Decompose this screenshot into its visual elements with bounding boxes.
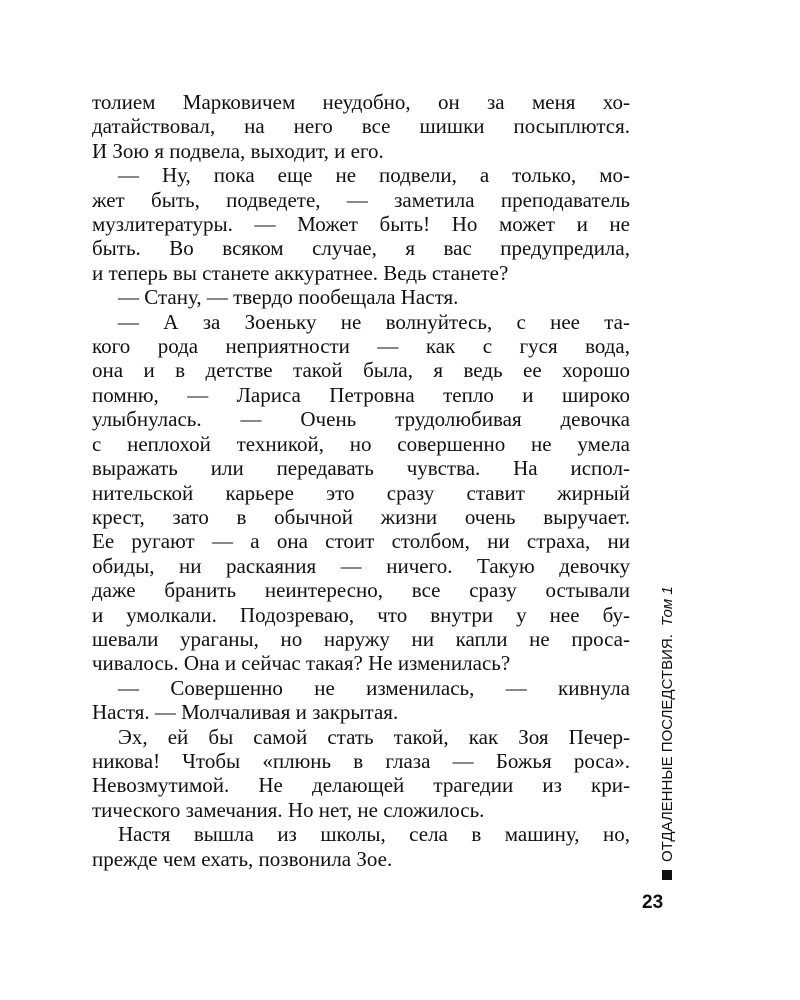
text-line: И Зою я подвела, выходит, и его. [92,138,384,163]
text-line: нительской карьере это сразу ставит жирный [92,480,630,505]
text-line: музлитературы. — Может быть! Но может и не [92,212,630,237]
text-line: никова! Чтобы «плюнь в глаза — Божья роса». [92,748,630,773]
page-number: 23 [642,892,664,913]
text-line: шевали ураганы, но наружу ни капли не проса- [92,626,630,651]
text-line: улыбнулась. — Очень трудолюбивая девочка [92,407,630,432]
text-line: Эх, ей бы самой стать такой, как Зоя Печер- [118,724,630,749]
text-line: прежде чем ехать, позвонила Зое. [92,846,393,871]
text-line: и теперь вы станете аккуратнее. Ведь станете? [92,260,509,285]
text-line: даже бранить неинтересно, все сразу остывали [92,578,630,603]
text-line: жет быть, подведете, — заметила преподаватель [92,187,630,212]
text-line: с неплохой техникой, но совершенно не умела [92,431,630,456]
text-line: тического замечания. Но нет, не сложилось. [92,797,485,822]
text-line: Невозмутимой. Не делающей трагедии из кри- [92,773,630,798]
text-line: — Стану, — твердо пообещала Настя. [118,285,459,310]
text-line: — А за Зоеньку не волнуйтесь, с нее та- [118,309,630,334]
text-line: быть. Во всяком случае, я вас предупредила, [92,236,630,261]
running-title [652,550,682,880]
text-line: обиды, ни раскаяния — ничего. Такую девочку [92,553,630,578]
text-line: чивалось. Она и сейчас такая? Не изменилась? [92,651,511,676]
text-line: Ее ругают — а она стоит столбом, ни страха, ни [92,529,630,554]
text-line: помню, — Лариса Петровна тепло и широко [92,382,630,407]
square-bullet-icon [662,870,672,880]
body-text [92,90,630,871]
text-line: — Ну, пока еще не подвели, а только, мо- [118,163,630,188]
running-title-volume: Том 1 [658,586,676,627]
text-line: крест, зато в обычной жизни очень выручает. [92,504,630,529]
text-line: — Совершенно не изменилась, — кивнула [118,675,630,700]
text-line: Настя вышла из школы, села в машину, но, [118,822,630,847]
text-line: и умолкали. Подозреваю, что внутри у нее бу- [92,602,630,627]
running-title-text: ОТДАЛЕННЫЕ ПОСЛЕДСТВИЯ. [658,634,676,862]
text-line: датайствовал, на него все шишки посыплются. [92,114,630,139]
text-line: кого рода неприятности — как с гуся вода, [92,334,630,359]
text-line: выражать или передавать чувства. На испол- [92,456,630,481]
text-line: она и в детстве такой была, я ведь ее хорошо [92,358,630,383]
text-line: толием Марковичем неудобно, он за меня хо- [92,90,630,114]
text-line: Настя. — Молчаливая и закрытая. [92,700,399,725]
